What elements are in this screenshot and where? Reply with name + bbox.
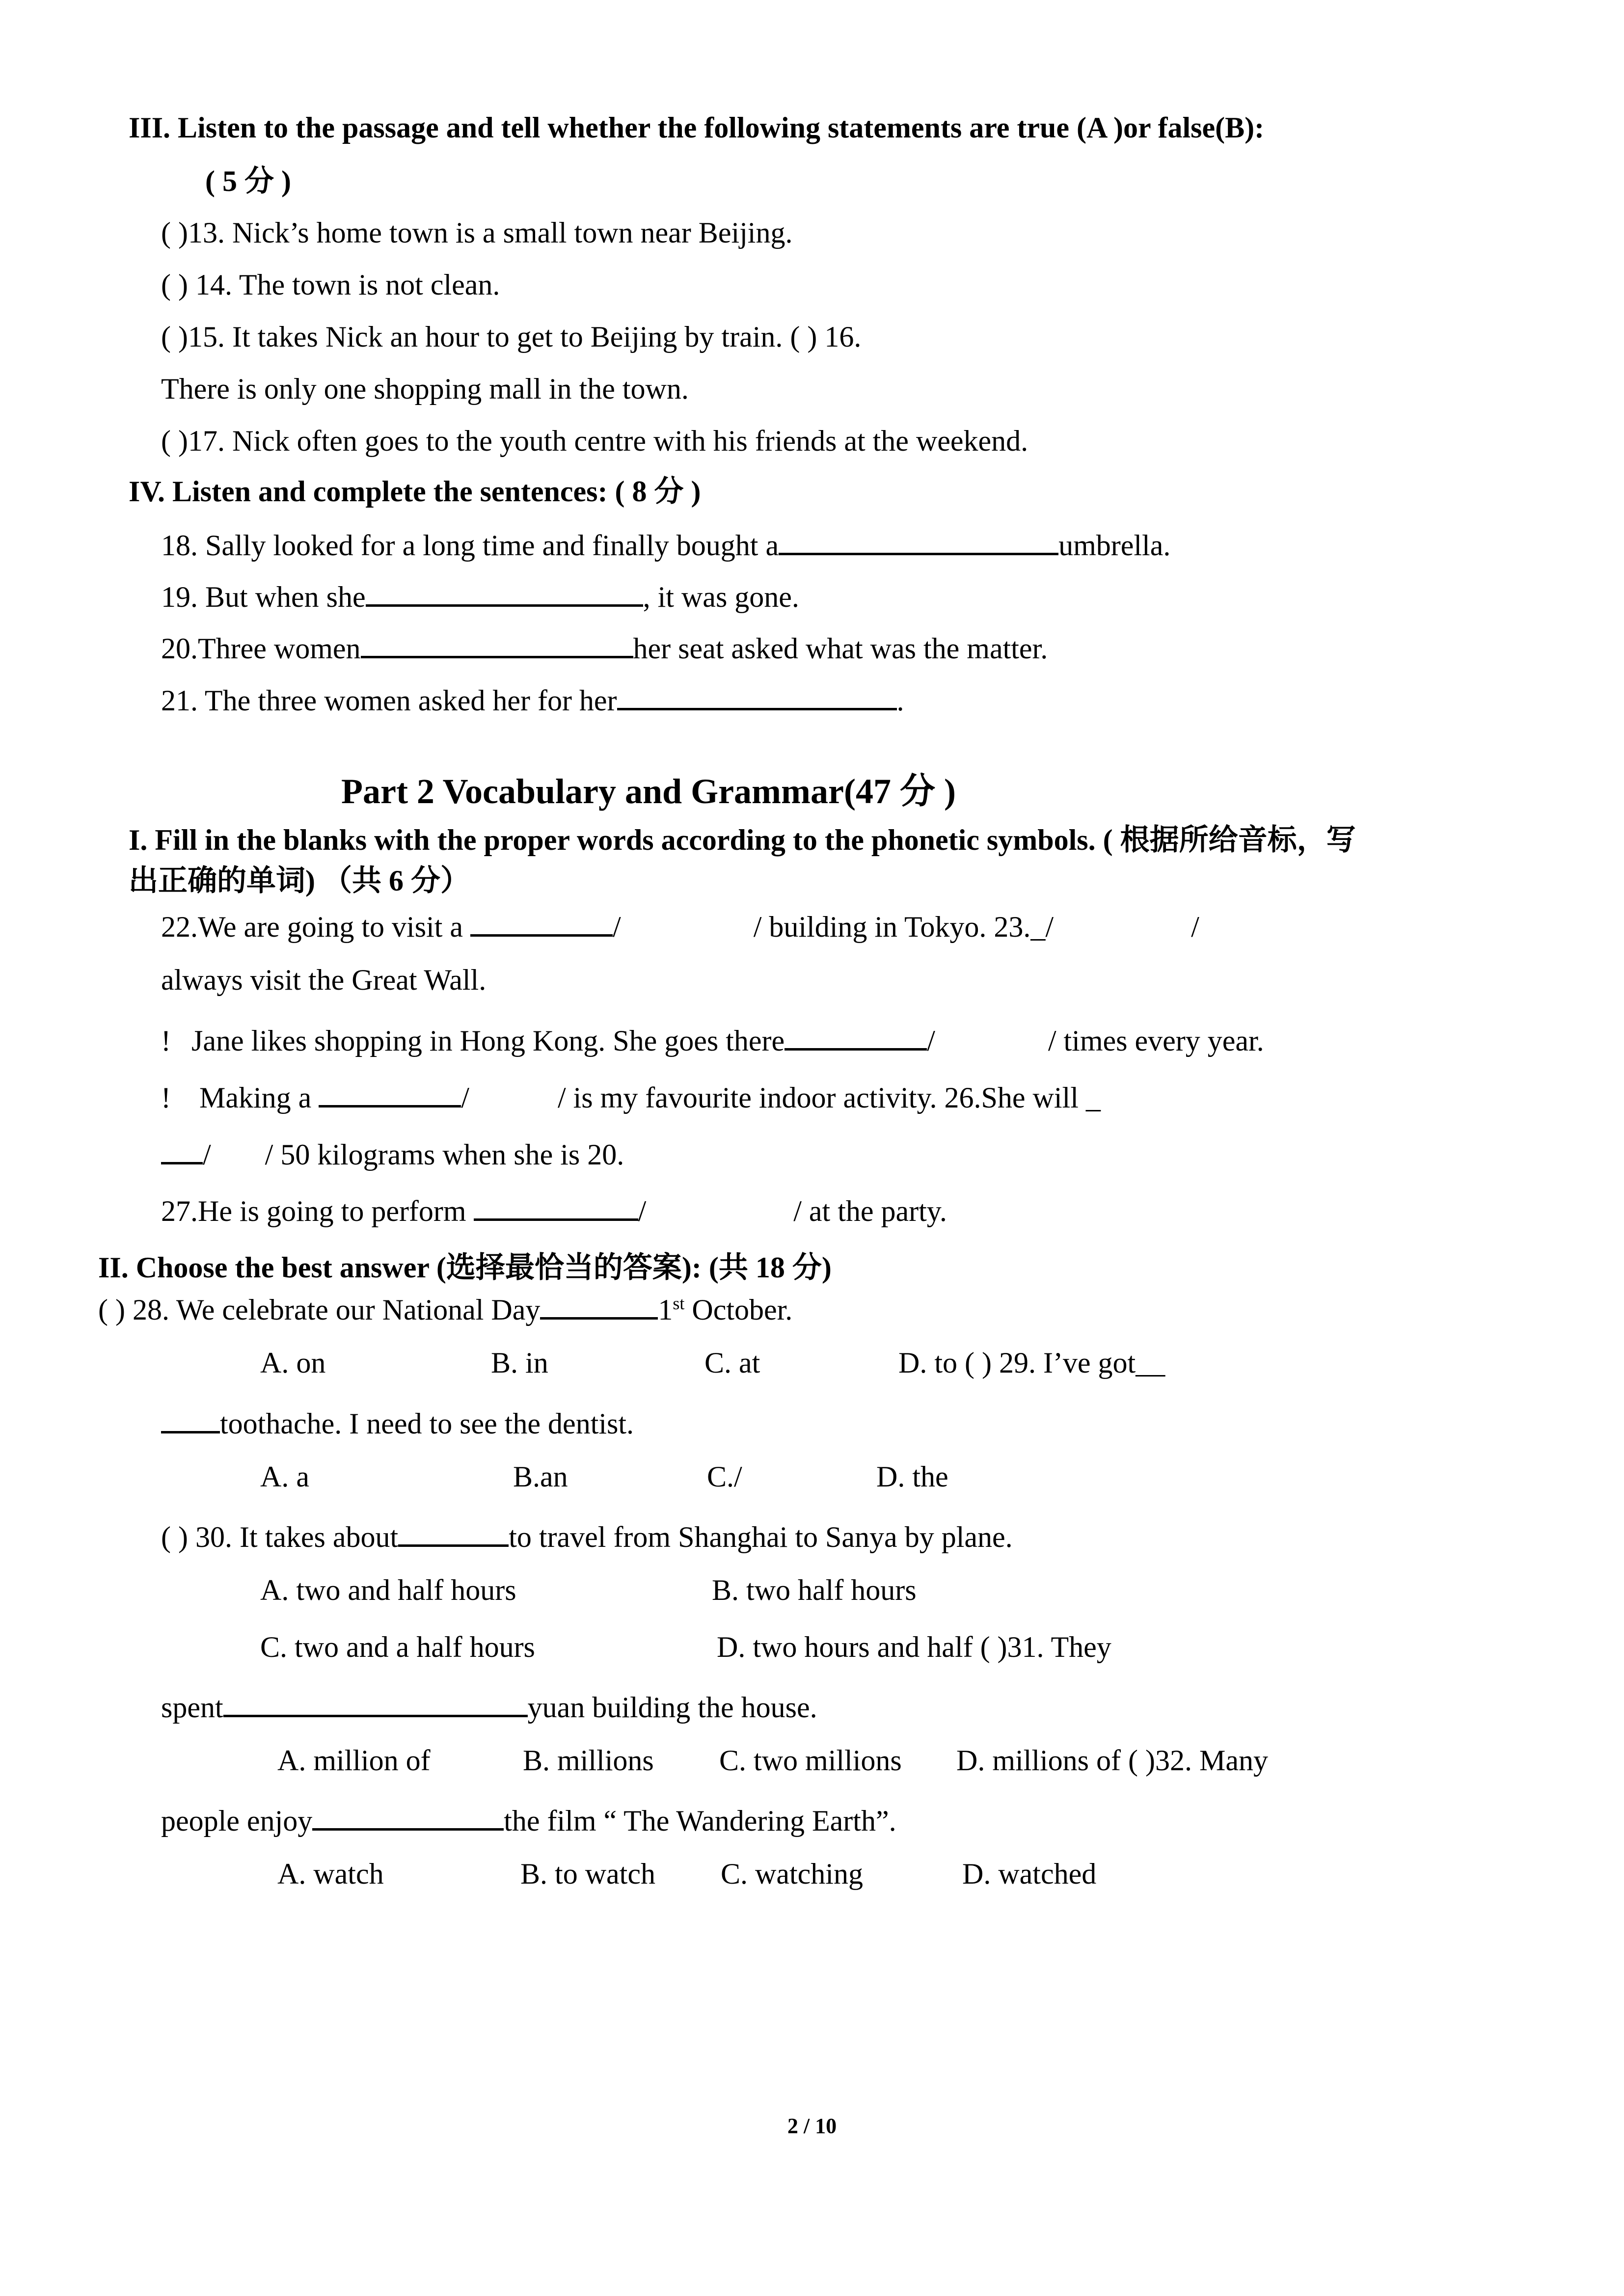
question-31-tail: yuan building the house. [527,1691,817,1724]
q30-option-b[interactable]: B. two half hours [712,1574,917,1606]
question-32-text: people enjoy [161,1805,313,1837]
part-2-title: Part 2 Vocabulary and Grammar(47 分 ) [341,772,956,811]
question-21-text: 21. The three women asked her for her [161,684,617,717]
q31-option-a[interactable]: A. million of [277,1744,431,1777]
question-21 [161,679,904,718]
answer-blank-22[interactable] [470,906,613,937]
q32-option-b[interactable]: B. to watch [520,1858,655,1890]
question-15: ( )15. It takes Nick an hour to get to Beijing by train. ( ) 16. [161,321,862,353]
q29-option-c[interactable]: C./ [707,1460,742,1493]
answer-blank-18[interactable] [779,524,1058,555]
question-18-tail: umbrella. [1058,529,1171,562]
question-24 [161,1020,1264,1058]
question-25-text: Making a [199,1081,312,1114]
question-22-text: 22.We are going to visit a [161,911,463,943]
answer-blank-24[interactable] [785,1020,927,1051]
question-31 [161,1686,817,1725]
question-17: ( )17. Nick often goes to the youth centre with his friends at the weekend. [161,425,1029,457]
q28-option-a[interactable]: A. on [260,1347,326,1379]
page-number: 2 / 10 [787,2114,837,2138]
q32-option-a[interactable]: A. watch [277,1858,384,1890]
question-23: always visit the Great Wall. [161,964,487,996]
question-16: There is only one shopping mall in the town. [161,373,689,405]
answer-blank-19[interactable] [366,576,643,607]
question-24-tail: / times every year. [1048,1025,1264,1057]
answer-blank-21[interactable] [617,679,897,710]
section-3-heading: III. Listen to the passage and tell whether the following statements are true (A )or false(B): [129,111,1265,144]
question-30 [161,1516,1013,1555]
question-27-text: 27.He is going to perform [161,1195,466,1227]
question-24-text: Jane likes shopping in Hong Kong. She goes there [191,1025,785,1057]
question-32-tail: the film “ The Wandering Earth”. [504,1805,896,1837]
question-29 [161,1403,634,1441]
q32-option-c[interactable]: C. watching [721,1858,863,1890]
question-26 [161,1134,624,1172]
question-28-tail: October. [684,1294,793,1326]
answer-blank-31[interactable] [223,1686,528,1717]
question-28-text: ( ) 28. We celebrate our National Day [98,1294,541,1326]
question-27 [161,1190,947,1229]
q30-option-c[interactable]: C. two and a half hours [260,1631,535,1663]
question-18 [161,524,1170,563]
question-19-text: 19. But when she [161,581,366,613]
answer-blank-25[interactable] [319,1077,461,1107]
grammar-heading: II. Choose the best answer (选择最恰当的答案): (共 18 分) [98,1251,832,1284]
question-22 [161,906,1199,945]
phonetic-open-25: / [461,1081,469,1114]
answer-blank-28[interactable] [540,1289,658,1320]
phonetic-open-27: / [638,1195,647,1227]
q31-option-b[interactable]: B. millions [523,1744,654,1777]
question-22-tail: / building in Tokyo. 23._/ [753,911,1054,943]
question-25-mark: ! [161,1081,171,1114]
question-14: ( ) 14. The town is not clean. [161,269,500,301]
answer-blank-27[interactable] [474,1190,638,1221]
section-4-heading: IV. Listen and complete the sentences: ( 8 分 ) [129,475,701,508]
phonetic-open-26: / [203,1138,211,1171]
question-32 [161,1800,896,1838]
question-31-text: spent [161,1691,223,1724]
q28-option-c[interactable]: C. at [704,1347,760,1379]
question-20-tail: her seat asked what was the matter. [633,632,1048,665]
question-13: ( )13. Nick’s home town is a small town near Beijing. [161,216,793,249]
q29-option-a[interactable]: A. a [260,1460,309,1493]
question-28-date: 1 [658,1294,673,1326]
question-28-ordinal: st [673,1294,685,1313]
q28-option-d[interactable]: D. to ( ) 29. I’ve got__ [898,1347,1165,1379]
phonetic-close-23: / [1191,911,1199,943]
q30-option-a[interactable]: A. two and half hours [260,1574,516,1606]
answer-blank-29[interactable] [161,1403,220,1433]
q28-option-b[interactable]: B. in [491,1347,548,1379]
question-27-tail: / at the party. [793,1195,947,1227]
phonetic-open-22: / [613,911,621,943]
section-3-score: ( 5 分 ) [205,165,291,197]
question-19 [161,576,799,615]
answer-blank-30[interactable] [398,1516,509,1547]
answer-blank-32[interactable] [312,1800,504,1831]
question-18-text: 18. Sally looked for a long time and finally bought a [161,529,779,562]
phonetic-open-24: / [927,1025,935,1057]
question-20 [161,627,1048,666]
q32-option-d[interactable]: D. watched [962,1858,1097,1890]
question-30-tail: to travel from Shanghai to Sanya by plane. [509,1521,1013,1553]
q31-option-d[interactable]: D. millions of ( )32. Many [956,1744,1268,1777]
q29-option-b[interactable]: B.an [513,1460,568,1493]
question-25-tail: / is my favourite indoor activity. 26.She will _ [557,1081,1101,1114]
answer-blank-20[interactable] [361,627,633,658]
q29-option-d[interactable]: D. the [876,1460,948,1493]
q31-option-c[interactable]: C. two millions [719,1744,902,1777]
question-29-text: toothache. I need to see the dentist. [220,1407,634,1440]
question-25 [161,1077,1101,1115]
question-28 [98,1289,792,1327]
question-24-mark: ! [161,1025,171,1057]
question-20-text: 20.Three women [161,632,361,665]
answer-blank-26[interactable] [161,1134,203,1164]
vocab-heading-line-2: 出正确的单词) （共 6 分） [129,864,470,897]
q30-option-d[interactable]: D. two hours and half ( )31. They [717,1631,1111,1663]
question-26-tail: / 50 kilograms when she is 20. [265,1138,624,1171]
question-19-tail: , it was gone. [643,581,799,613]
question-21-tail: . [896,684,904,717]
question-30-text: ( ) 30. It takes about [161,1521,399,1553]
vocab-heading-line-1: I. Fill in the blanks with the proper words according to the phonetic symbols. ( 根据所给音标，写 [129,824,1356,856]
